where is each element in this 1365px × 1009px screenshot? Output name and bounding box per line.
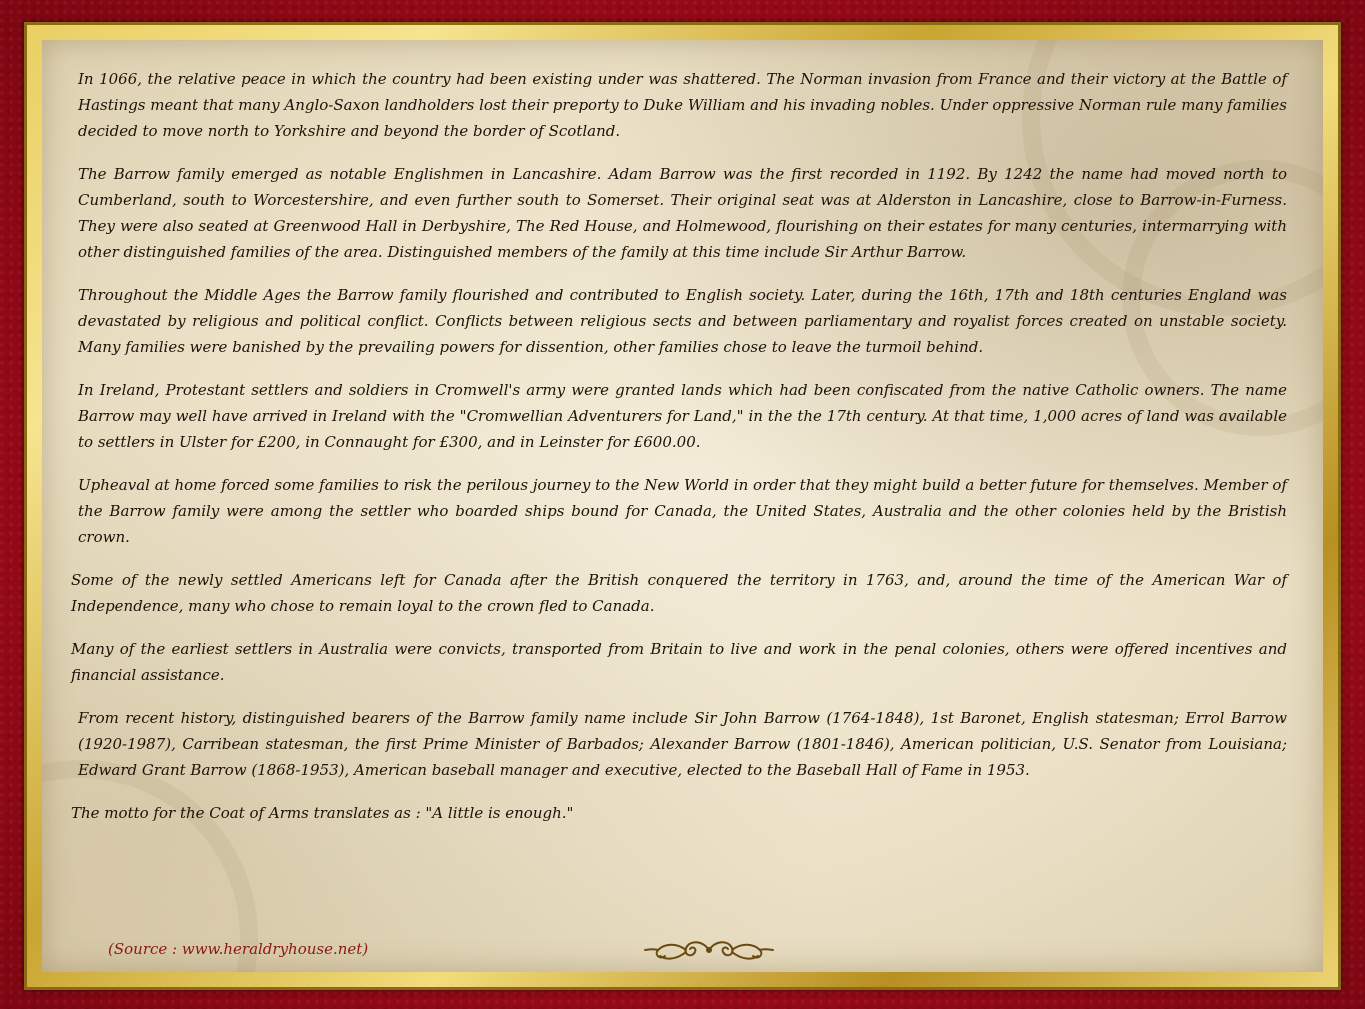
scroll-ornament-icon [642, 936, 776, 964]
paragraph-barrow-lancashire: The Barrow family emerged as notable Englishmen in Lancashire. Adam Barrow was the first recorded in 1192. By 1242 the name had moved north to Cumberland, south to Worcestershire, and even further south to Somerset. Their original seat was at Alderston in Lancashire, close to Barrow-in-Furness. They were also seated at Greenwood Hall in Derbyshire, The Red House, and Holmewood, flourishing on their estates for many centuries, intermarrying with other distinguished families of the area. Distinguished members of the family at this time include Sir Arthur Barrow. [78, 165, 1287, 261]
parchment-panel [42, 40, 1323, 972]
paragraph-new-world: Upheaval at home forced some families to risk the perilous journey to the New World in order that they might build a better future for themselves. Member of the Barrow family were among the settler who boarded ships bound for Canada, the United States, Australia and the other colonies held by the Bristish crown. [78, 476, 1287, 546]
paragraph-motto: The motto for the Coat of Arms translates as : "A little is enough." [71, 804, 574, 822]
paragraph-australia: Many of the earliest settlers in Australia were convicts, transported from Britain to live and work in the penal colonies, others were offered incentives and financial assistance. [71, 640, 1287, 684]
paragraph-notable-bearers: From recent history, distinguished bearers of the Barrow family name include Sir John Barrow (1764-1848), 1st Baronet, English statesman; Errol Barrow (1920-1987), Carribean statesman, the first Prime Minister of Barbados; Alexander Barrow (1801-1846), American politician, U.S. Senator from Louisiana; Edward Grant Barrow (1868-1953), American baseball manager and executive, elected to the Baseball Hall of Fame in 1953. [78, 709, 1287, 779]
paragraph-norman-invasion: In 1066, the relative peace in which the country had been existing under was shattered. The Norman invasion from France and their victory at the Battle of Hastings meant that many Anglo-Saxon landholders lost their preporty to Duke William and his invading nobles. Under oppressive Norman rule many families decided to move north to Yorkshire and beyond the border of Scotland. [78, 70, 1287, 140]
history-text [71, 66, 1287, 843]
paragraph-middle-ages: Throughout the Middle Ages the Barrow family flourished and contributed to English society. Later, during the 16th, 17th and 18th centuries England was devastated by religious and political conflict. Conflicts between religious sects and between parliamentary and royalist forces created on unstable society. Many families were banished by the prevailing powers for dissention, other families chose to leave the turmoil behind. [78, 286, 1287, 356]
source-credit: (Source : www.heraldryhouse.net) [108, 940, 369, 958]
paragraph-ireland: In Ireland, Protestant settlers and soldiers in Cromwell's army were granted lands which had been confiscated from the native Catholic owners. The name Barrow may well have arrived in Ireland with the "Cromwellian Adventurers for Land," in the the 17th century. At that time, 1,000 acres of land was available to settlers in Ulster for £200, in Connaught for £300, and in Leinster for £600.00. [78, 381, 1287, 451]
gold-frame [24, 22, 1341, 990]
paragraph-canada: Some of the newly settled Americans left for Canada after the British conquered the territory in 1763, and, around the time of the American War of Independence, many who chose to remain loyal to the crown fled to Canada. [71, 571, 1287, 615]
